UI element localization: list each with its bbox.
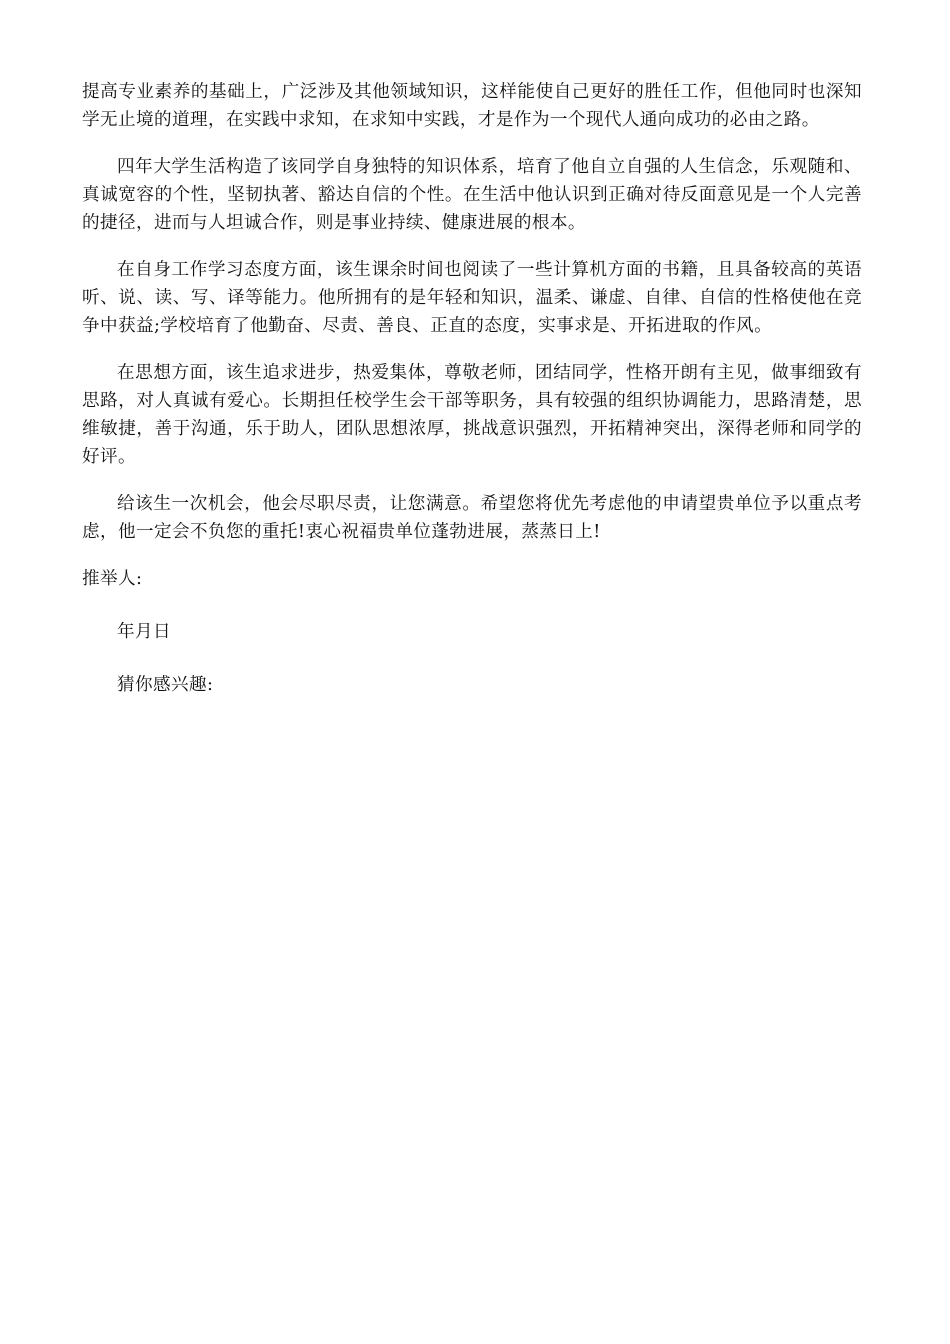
recommender-label: 推举人: xyxy=(82,569,143,589)
document-page xyxy=(82,78,862,724)
related-articles-label: 猜你感兴趣: xyxy=(117,675,214,695)
paragraph-university-life: 四年大学生活构造了该同学自身独特的知识体系，培育了他自立自强的人生信念，乐观随和、真诚宽容的个性，坚韧执著、豁达自信的个性。在生活中他认识到正确对待反面意见是一个人完善的捷径，进而与人坦诚合作，则是事业持续、健康进展的根本。 xyxy=(82,157,862,233)
paragraph-ideology: 在思想方面，该生追求进步，热爱集体，尊敬老师，团结同学，性格开朗有主见，做事细致有思路，对人真诚有爱心。长期担任校学生会干部等职务，具有较强的组织协调能力，思路清楚，思维敏捷，善于沟通，乐于助人，团队思想浓厚，挑战意识强烈，开拓精神突出，深得老师和同学的好评。 xyxy=(82,363,862,467)
paragraph-professional-quality: 提高专业素养的基础上，广泛涉及其他领域知识，这样能使自己更好的胜任工作，但他同时也深知学无止境的道理，在实践中求知，在求知中实践，才是作为一个现代人通向成功的必由之路。 xyxy=(82,82,862,130)
date-label: 年月日 xyxy=(117,622,171,642)
paragraph-work-attitude: 在自身工作学习态度方面，该生课余时间也阅读了一些计算机方面的书籍，且具备较高的英语听、说、读、写、译等能力。他所拥有的是年轻和知识，温柔、谦虚、自律、自信的性格使他在竞争中获益;学校培育了他勤奋、尽责、善良、正直的态度，实事求是、开拓进取的作风。 xyxy=(82,260,862,336)
paragraph-closing-request: 给该生一次机会，他会尽职尽责，让您满意。希望您将优先考虑他的申请望贵单位予以重点考虑，他一定会不负您的重托!衷心祝福贵单位蓬勃进展，蒸蒸日上! xyxy=(82,494,862,542)
